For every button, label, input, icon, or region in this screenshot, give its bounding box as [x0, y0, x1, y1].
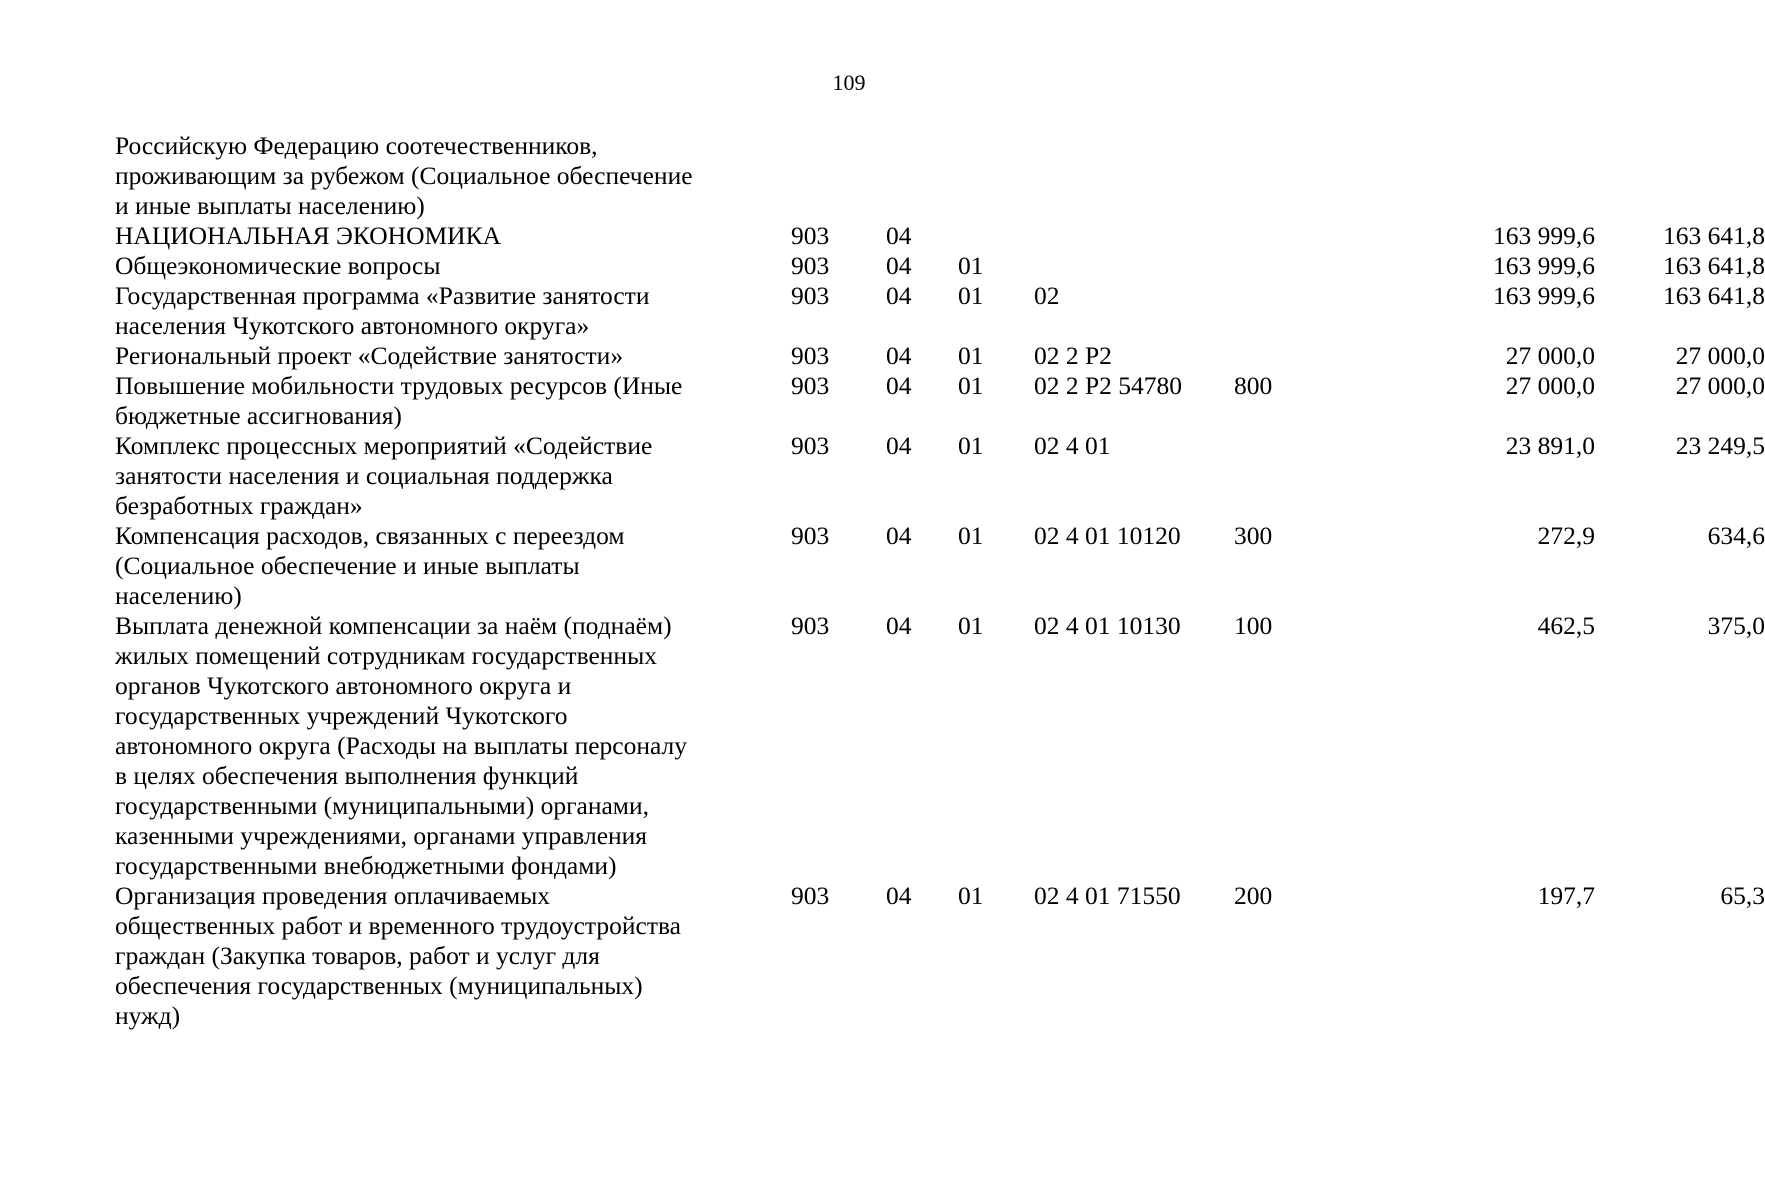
item-name-cell	[115, 881, 775, 1031]
target-article-cell: 02 2 Р2	[1034, 341, 1112, 370]
item-name-line: населения Чукотского автономного округа»	[115, 311, 590, 340]
amount-year2-cell: 375,0	[1707, 611, 1765, 640]
subsection-code-cell: 01	[958, 341, 984, 370]
subsection-code-cell: 01	[958, 371, 984, 400]
amount-year2-cell: 27 000,0	[1675, 341, 1765, 370]
item-name-cell	[115, 611, 775, 881]
subsection-code-cell: 01	[958, 521, 984, 550]
amount-year1-cell: 27 000,0	[1505, 371, 1595, 400]
item-name-line: обеспечения государственных (муниципальных)	[115, 971, 643, 1000]
item-name-line: в целях обеспечения выполнения функций	[115, 761, 579, 790]
item-name-line: общественных работ и временного трудоустройства	[115, 911, 682, 940]
item-name-cell	[115, 281, 775, 341]
ministry-code-cell: 903	[791, 341, 830, 370]
item-name-line: Региональный проект «Содействие занятости»	[115, 341, 624, 370]
item-name-line: нужд)	[115, 1001, 181, 1030]
subsection-code-cell: 01	[958, 251, 984, 280]
item-name-cell	[115, 251, 775, 281]
table-row	[115, 281, 1765, 341]
item-name-line: бюджетные ассигнования)	[115, 401, 402, 430]
ministry-code-cell: 903	[791, 281, 830, 310]
item-name-cell	[115, 131, 775, 221]
amount-year2-cell: 163 641,8	[1663, 281, 1765, 310]
amount-year2-cell: 634,6	[1707, 521, 1765, 550]
table-row	[115, 251, 1765, 281]
amount-year2-cell: 23 249,5	[1675, 431, 1765, 460]
item-name-line: Общеэкономические вопросы	[115, 251, 441, 280]
ministry-code-cell: 903	[791, 221, 830, 250]
section-code-cell: 04	[886, 881, 912, 910]
budget-table	[115, 131, 1765, 1031]
expense-type-cell: 300	[1234, 521, 1273, 550]
table-row	[115, 881, 1765, 1031]
item-name-cell	[115, 341, 775, 371]
ministry-code-cell: 903	[791, 431, 830, 460]
target-article-cell: 02 4 01 10130	[1034, 611, 1181, 640]
expense-type-cell: 800	[1234, 371, 1273, 400]
item-name-line: граждан (Закупка товаров, работ и услуг для	[115, 941, 600, 970]
table-row	[115, 611, 1765, 881]
ministry-code-cell: 903	[791, 251, 830, 280]
item-name-line: органов Чукотского автономного округа и	[115, 671, 572, 700]
table-row	[115, 341, 1765, 371]
item-name-line: Организация проведения оплачиваемых	[115, 881, 550, 910]
item-name-line: НАЦИОНАЛЬНАЯ ЭКОНОМИКА	[115, 221, 502, 250]
item-name-line: занятости населения и социальная поддержка	[115, 461, 613, 490]
subsection-code-cell: 01	[958, 281, 984, 310]
item-name-line: (Социальное обеспечение и иные выплаты	[115, 551, 580, 580]
amount-year1-cell: 197,7	[1537, 881, 1595, 910]
amount-year2-cell: 163 641,8	[1663, 221, 1765, 250]
table-row	[115, 131, 1665, 221]
target-article-cell: 02 2 Р2 54780	[1034, 371, 1183, 400]
item-name-cell	[115, 371, 775, 431]
target-article-cell: 02	[1034, 281, 1060, 310]
item-name-line: населению)	[115, 581, 242, 610]
item-name-line: Выплата денежной компенсации за наём (поднаём)	[115, 611, 672, 640]
subsection-code-cell: 01	[958, 881, 984, 910]
item-name-line: автономного округа (Расходы на выплаты персоналу	[115, 731, 688, 760]
item-name-line: государственными (муниципальными) органами,	[115, 791, 649, 820]
item-name-line: жилых помещений сотрудникам государственных	[115, 641, 657, 670]
ministry-code-cell: 903	[791, 371, 830, 400]
item-name-cell	[115, 521, 775, 611]
section-code-cell: 04	[886, 221, 912, 250]
target-article-cell: 02 4 01 10120	[1034, 521, 1181, 550]
expense-type-cell: 100	[1234, 611, 1273, 640]
amount-year2-cell: 27 000,0	[1675, 371, 1765, 400]
section-code-cell: 04	[886, 611, 912, 640]
table-row	[115, 371, 1765, 431]
item-name-line: Комплекс процессных мероприятий «Содействие	[115, 431, 653, 460]
amount-year1-cell: 163 999,6	[1493, 251, 1595, 280]
amount-year1-cell: 163 999,6	[1493, 221, 1595, 250]
item-name-line: безработных граждан»	[115, 491, 363, 520]
target-article-cell: 02 4 01	[1034, 431, 1111, 460]
table-row	[115, 521, 1765, 611]
amount-year1-cell: 23 891,0	[1505, 431, 1595, 460]
amount-year1-cell: 462,5	[1537, 611, 1595, 640]
item-name-line: Компенсация расходов, связанных с переездом	[115, 521, 625, 550]
section-code-cell: 04	[886, 521, 912, 550]
target-article-cell: 02 4 01 71550	[1034, 881, 1181, 910]
ministry-code-cell: 903	[791, 521, 830, 550]
item-name-cell	[115, 221, 775, 251]
amount-year2-cell: 163 641,8	[1663, 251, 1765, 280]
section-code-cell: 04	[886, 341, 912, 370]
section-code-cell: 04	[886, 431, 912, 460]
amount-year2-cell: 65,3	[1720, 881, 1765, 910]
table-row	[115, 431, 1765, 521]
ministry-code-cell: 903	[791, 881, 830, 910]
section-code-cell: 04	[886, 251, 912, 280]
item-name-line: Повышение мобильности трудовых ресурсов (Иные	[115, 371, 683, 400]
table-row	[115, 221, 1765, 251]
section-code-cell: 04	[886, 281, 912, 310]
item-name-line: проживающим за рубежом (Социальное обеспечение	[115, 161, 693, 190]
item-name-line: Российскую Федерацию соотечественников,	[115, 131, 598, 160]
amount-year1-cell: 27 000,0	[1505, 341, 1595, 370]
subsection-code-cell: 01	[958, 431, 984, 460]
ministry-code-cell: 903	[791, 611, 830, 640]
amount-year1-cell: 272,9	[1537, 521, 1595, 550]
page-number: 109	[832, 70, 866, 95]
item-name-line: казенными учреждениями, органами управления	[115, 821, 648, 850]
amount-year1-cell: 163 999,6	[1493, 281, 1595, 310]
section-code-cell: 04	[886, 371, 912, 400]
subsection-code-cell: 01	[958, 611, 984, 640]
item-name-line: и иные выплаты населению)	[115, 191, 425, 220]
item-name-line: Государственная программа «Развитие занятости	[115, 281, 650, 310]
item-name-line: государственными внебюджетными фондами)	[115, 851, 617, 880]
item-name-line: государственных учреждений Чукотского	[115, 701, 568, 730]
expense-type-cell: 200	[1234, 881, 1273, 910]
item-name-cell	[115, 431, 775, 521]
